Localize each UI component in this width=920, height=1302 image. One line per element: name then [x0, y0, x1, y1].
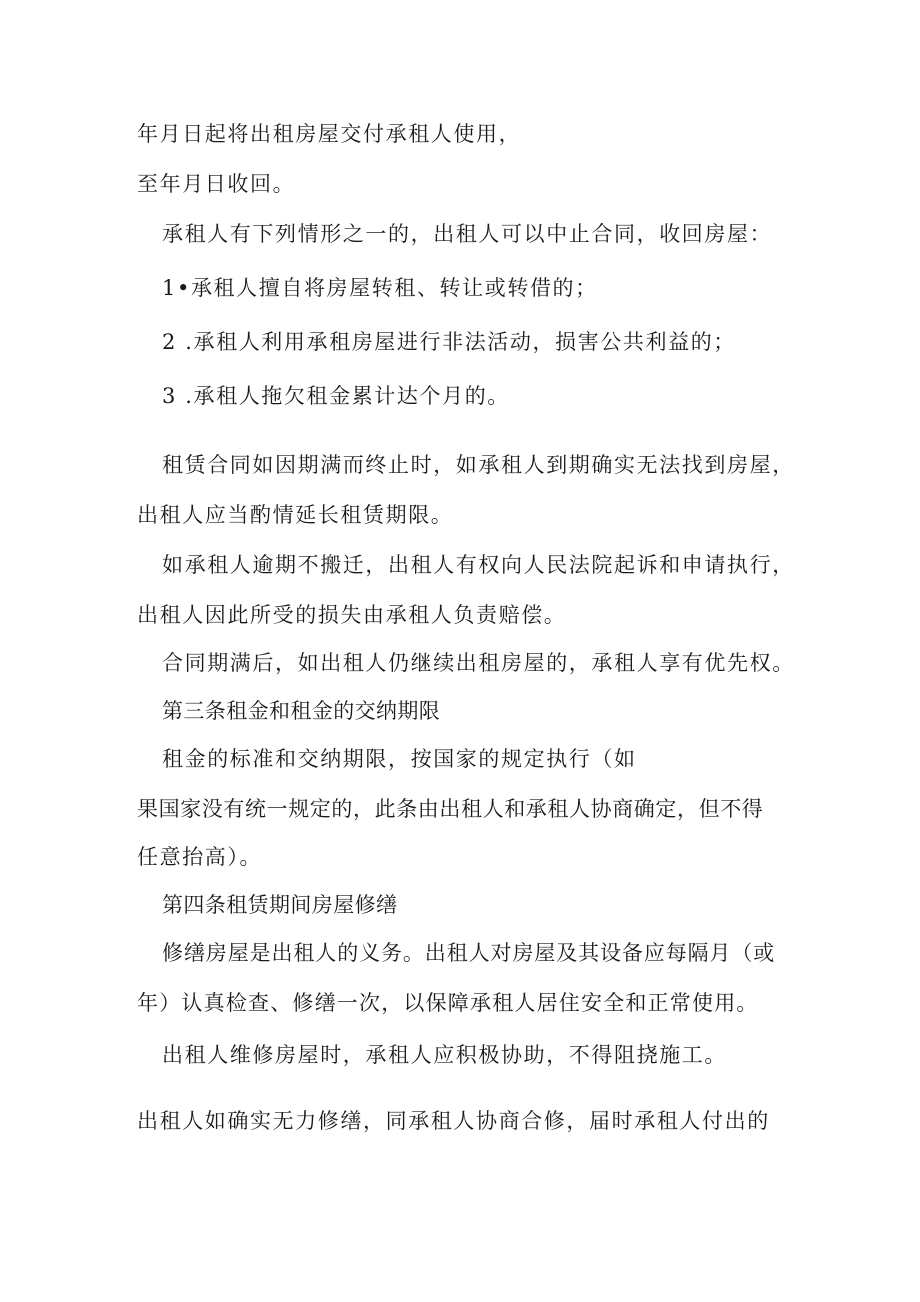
- list-item: 1•承租人擅自将房屋转租、转让或转借的；: [162, 276, 598, 300]
- section-heading: 第三条租金和租金的交纳期限: [162, 699, 441, 723]
- text-line: 承租人有下列情形之一的，出租人可以中止合同，收回房屋：: [162, 222, 773, 246]
- text-line: 租金的标准和交纳期限，按国家的规定执行（如: [162, 747, 637, 771]
- text-line: 年）认真检查、修缮一次，以保障承租人居住安全和正常使用。: [137, 991, 759, 1015]
- text-line: 出租人如确实无力修缮，同承租人协商合修，届时承租人付出的: [137, 1109, 770, 1133]
- text-line: 合同期满后，如出租人仍继续出租房屋的，承租人享有优先权。: [162, 651, 795, 675]
- text-line: 出租人因此所受的损失由承租人负责赔偿。: [137, 603, 567, 627]
- text-line: 出租人应当酌情延长租赁期限。: [137, 503, 454, 527]
- section-heading: 第四条租赁期间房屋修缮: [162, 893, 398, 917]
- text-line: 年月日起将出租房屋交付承租人使用，: [137, 122, 522, 146]
- text-line: 如承租人逾期不搬迁，出租人有权向人民法院起诉和申请执行，: [162, 553, 795, 577]
- text-line: 租赁合同如因期满而终止时，如承租人到期确实无法找到房屋，: [162, 453, 795, 477]
- text-line: 果国家没有统一规定的，此条由出租人和承租人协商确定，但不得: [137, 797, 764, 821]
- list-item: 3 .承租人拖欠租金累计达个月的。: [162, 384, 510, 408]
- text-line: 任意抬高）。: [137, 845, 263, 869]
- list-item: 2 .承租人利用承租房屋进行非法活动，损害公共利益的；: [162, 330, 736, 354]
- text-line: 修缮房屋是出租人的义务。出租人对房屋及其设备应每隔月（或: [162, 941, 776, 965]
- text-line: 出租人维修房屋时，承租人应积极协助，不得阻挠施工。: [162, 1043, 727, 1067]
- text-line: 至年月日收回。: [137, 172, 296, 196]
